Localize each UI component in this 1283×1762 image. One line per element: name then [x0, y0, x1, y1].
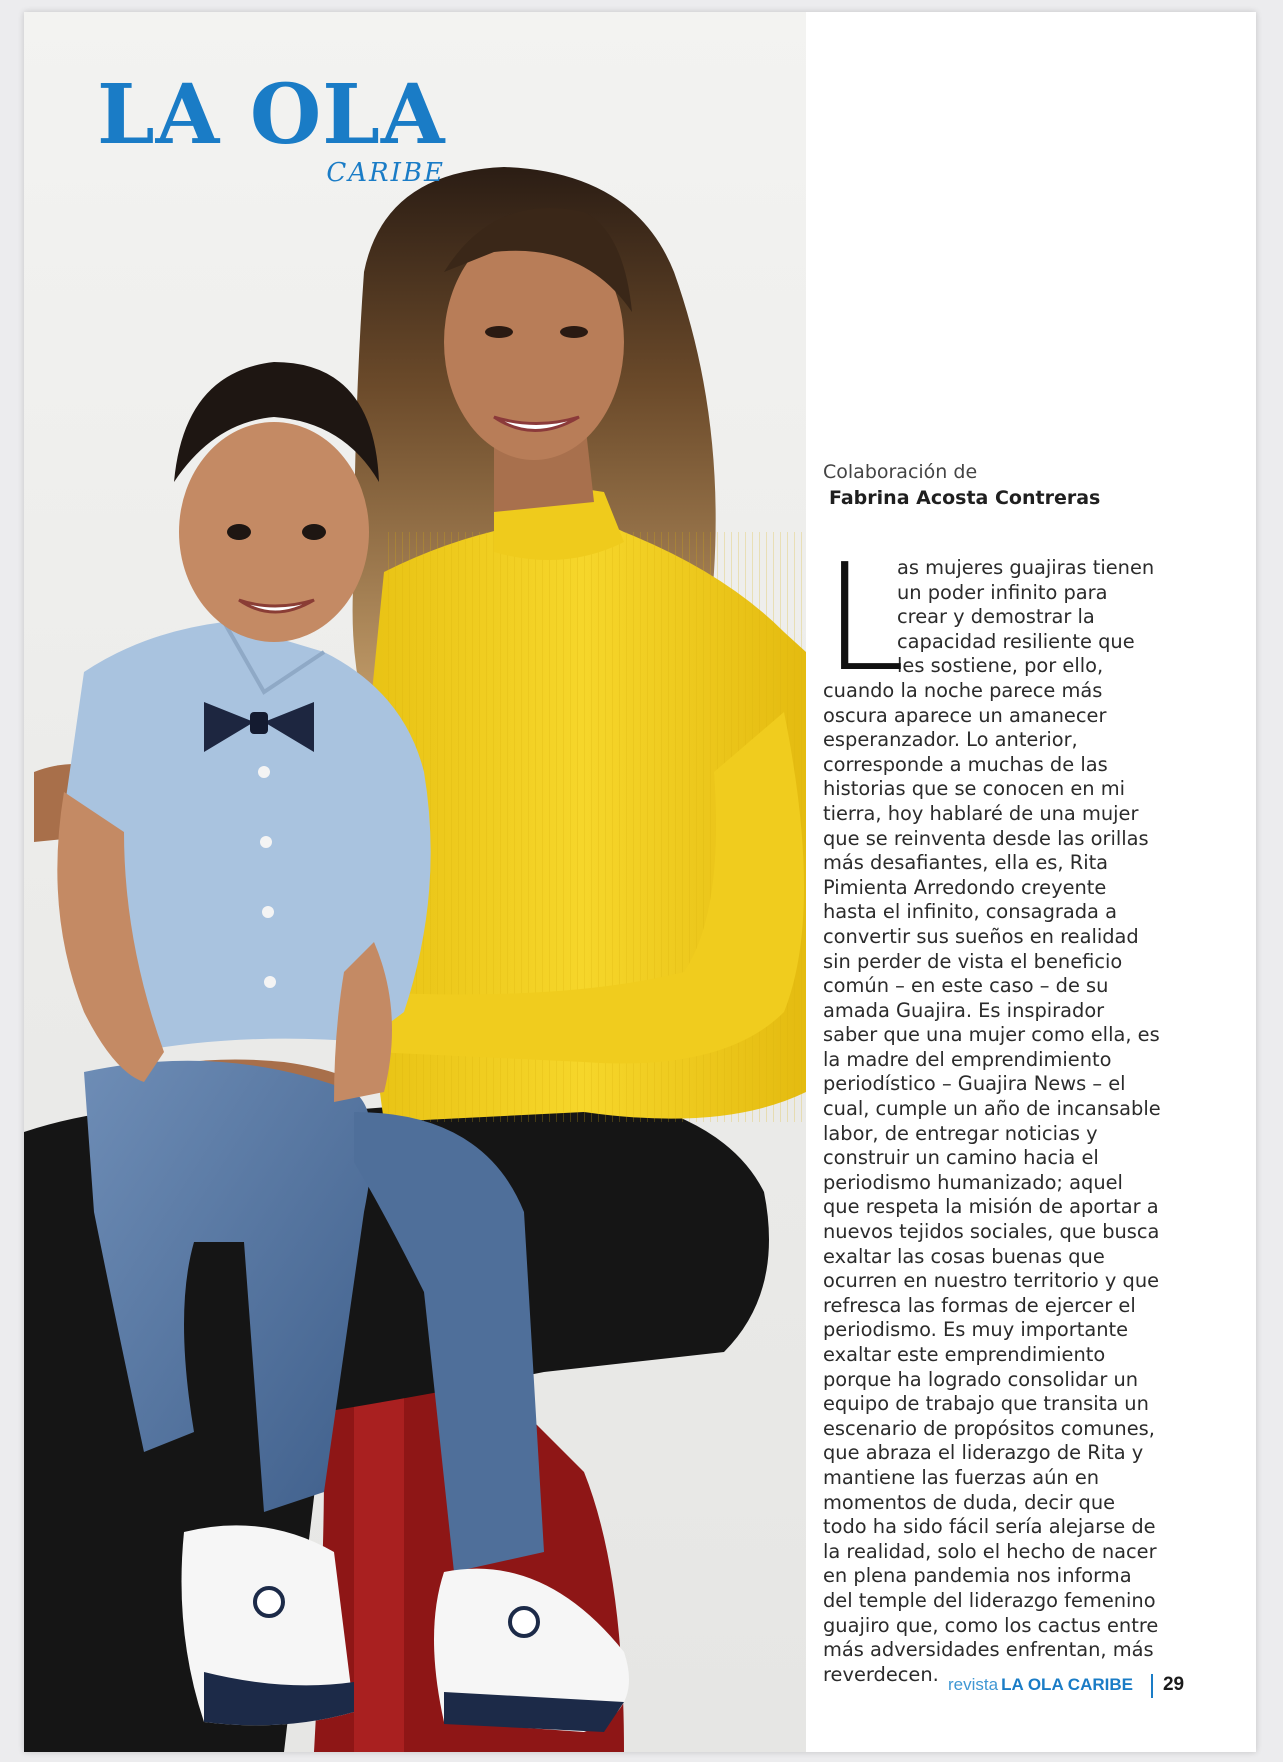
- page-footer: [948, 1674, 1184, 1702]
- footer-brand: LA OLA CARIBE: [1001, 1675, 1133, 1695]
- footer-prefix: revista: [948, 1675, 999, 1695]
- masthead-title: LA OLA: [97, 67, 446, 163]
- masthead-subtitle: CARIBE: [326, 158, 445, 188]
- author-name: Fabrina Acosta Contreras: [829, 487, 1101, 509]
- magazine-masthead: [97, 67, 457, 194]
- article-body: [823, 532, 1163, 1687]
- credit-label: Colaboración de: [823, 461, 978, 483]
- drop-cap: [823, 532, 906, 704]
- article-text: as mujeres guajiras tienen un poder infinito para crear y demostrar la capacidad resiliente que les sostiene, por ello, cuando la noche parece más oscura aparece un amanecer esperanzador. Lo anterior, corresponde a muchas de las historias que se conocen en mi tierra, hoy hablaré de una mujer que se reinventa desde las orillas más desafiantes, ella es, Rita Pimienta Arredondo creyente hasta el infinito, consagrada a convertir sus sueños en realidad sin perder de vista el beneficio común – en este caso – de su amada Guajira. Es inspirador saber que una mujer como ella, es la madre del emprendimiento periodístico – Guajira News – el cual, cumple un año de incansable labor, de entregar noticias y construir un camino hacia el periodismo humanizado; aquel que respeta la misión de aportar a nuevos tejidos sociales, que busca exaltar las cosas buenas que ocurren en nuestro territorio y que refresca las formas de ejercer el periodismo. Es muy importante exaltar este emprendimiento porque ha logrado consolidar un equipo de trabajo que transita un escenario de propósitos comunes, que abraza el liderazgo de Rita y mantiene las fuerzas aún en momentos de duda, decir que todo ha sido fácil sería alejarse de la realidad, solo el hecho de nacer en plena pandemia nos informa del temple del liderazgo femenino guajiro que, como los cactus entre más adversidades enfrentan, más reverdecen.: [823, 556, 1161, 1686]
- magazine-page: [24, 12, 1256, 1752]
- mother-and-son-photo: [24, 12, 806, 1752]
- article-column: [823, 460, 1163, 1687]
- cover-photo: [24, 12, 806, 1752]
- page-number: 29: [1162, 1674, 1185, 1696]
- footer-separator: [1151, 1674, 1153, 1698]
- drop-cap-letter: L: [823, 532, 906, 704]
